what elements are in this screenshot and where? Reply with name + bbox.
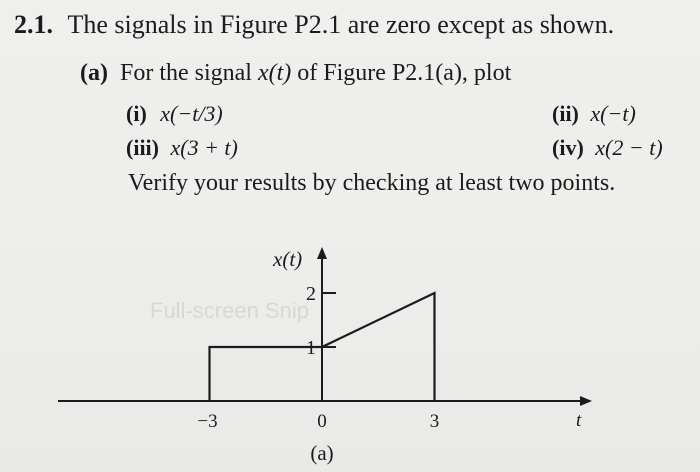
item-i-label: (i) (126, 101, 147, 126)
verify-text: Verify your results by checking at least two points. (128, 170, 616, 196)
y-tick-label-1: 1 (306, 337, 316, 359)
y-tick-label-2: 2 (306, 283, 316, 305)
x-tick-label-neg3: −3 (197, 411, 218, 432)
item-iii-label: (iii) (126, 135, 159, 160)
item-iii-expr: x(3 + t) (170, 135, 238, 160)
watermark-text: Full-screen Snip (150, 298, 309, 323)
xt-axis-arrow (317, 247, 327, 259)
figure-caption: (a) (310, 441, 334, 465)
signal-segment-1 (322, 293, 435, 401)
part-a-post: of Figure P2.1(a), plot (291, 60, 512, 86)
problem-number: 2.1. (14, 10, 53, 39)
x-tick-label-0: 0 (317, 411, 327, 432)
x-axis-label: t (576, 410, 582, 431)
item-iv-expr: x(2 − t) (595, 135, 663, 160)
item-i-expr: x(−t/3) (160, 101, 223, 126)
part-a-label: (a) (80, 60, 108, 86)
x-tick-label-3: 3 (429, 411, 440, 432)
t-axis-arrow (580, 396, 592, 406)
item-iv-label: (iv) (552, 135, 584, 160)
part-a-signal: x(t) (257, 60, 292, 86)
problem-statement: The signals in Figure P2.1 are zero except as shown. (67, 10, 615, 39)
item-ii-expr: x(−t) (590, 101, 636, 126)
item-ii-label: (ii) (552, 101, 579, 126)
part-a-pre: For the signal (119, 60, 258, 86)
y-axis-label: x(t) (273, 247, 303, 271)
